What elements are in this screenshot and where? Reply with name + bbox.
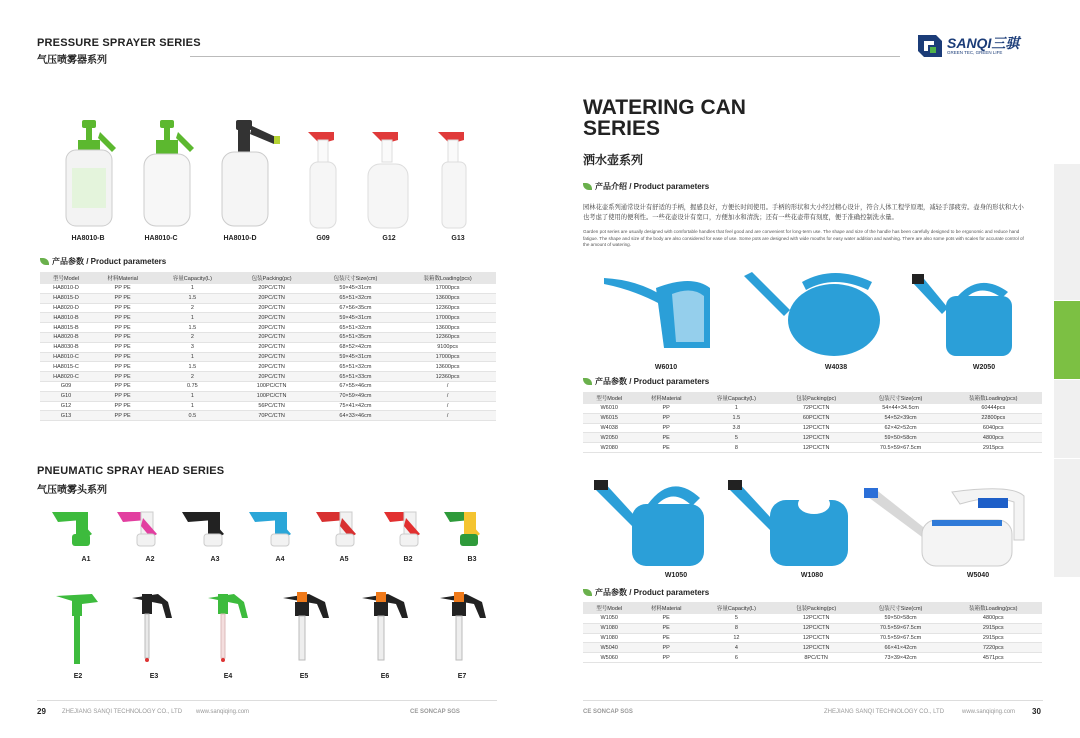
side-tab-6[interactable]	[1054, 521, 1080, 578]
table-cell: 67×55×46cm	[312, 381, 400, 391]
footer-website: www.sanqiqing.com	[962, 709, 1016, 715]
table-cell: /	[399, 381, 496, 391]
table-cell: 6040pcs	[945, 423, 1042, 433]
spray-head-label: B3	[467, 556, 477, 563]
left-params-heading: 产品参数 / Product parameters	[40, 256, 166, 267]
watering-can-w1080	[726, 474, 856, 575]
table-cell: 0.5	[153, 411, 231, 421]
table-cell: G09	[40, 381, 92, 391]
leaf-icon	[583, 378, 592, 385]
table-cell: 1	[153, 352, 231, 362]
side-tab-4[interactable]	[1054, 380, 1080, 459]
table-cell: 3	[153, 342, 231, 352]
col-header: 包装Packing(pc)	[776, 602, 857, 614]
table-cell: W2080	[583, 443, 635, 453]
col-header: 包装Packing(pc)	[776, 392, 857, 404]
table-cell: PP	[635, 423, 697, 433]
page-number-right: 30	[1032, 707, 1041, 716]
table-cell: G10	[40, 391, 92, 401]
watering-can-w6010	[600, 268, 720, 365]
table-cell: 20PC/CTN	[232, 313, 312, 323]
footer-divider	[583, 700, 1043, 701]
table-cell: PP PE	[92, 303, 153, 313]
intro-text-cn: 园林花壶系列通常设计有舒适的手柄，握感良好，方便长时间使用。手柄的形状和大小经过精心设计，符合人体工程学原理，减轻手部疲劳。壶身的形状和大小也考虑了使用的便利性。一些花壶设计有宽口，方便加水和清洗；还有一些花壶带有刻度，便于准确控制洗水量。	[583, 204, 1024, 221]
table-cell: 12PC/CTN	[776, 614, 857, 623]
col-header: 材料Material	[635, 602, 697, 614]
table-cell: PP	[635, 643, 697, 653]
table-cell: 1	[153, 313, 231, 323]
can-label: W1050	[664, 572, 688, 579]
footer-divider	[37, 700, 497, 701]
table-row	[583, 623, 1042, 633]
table-cell: PP PE	[92, 313, 153, 323]
col-header: 型号Model	[583, 392, 635, 404]
col-header: 装箱数Loading(pcs)	[399, 272, 496, 284]
footer-certs: CE SONCAP SGS	[410, 709, 460, 715]
spray-head-label: E2	[73, 673, 83, 680]
table-cell: 3.8	[697, 423, 776, 433]
table-cell: PP	[635, 404, 697, 413]
table-cell: PP PE	[92, 352, 153, 362]
watering-can-w2050	[910, 268, 1020, 365]
table-cell: 75×41×42cm	[312, 401, 400, 411]
spray-head-e2	[52, 588, 102, 673]
table-row	[40, 303, 496, 313]
col-header: 装箱数Loading(pcs)	[945, 602, 1042, 614]
spray-head-label: B2	[403, 556, 413, 563]
watering-title-line2: SERIES	[583, 117, 661, 140]
col-header: 型号Model	[583, 602, 635, 614]
table-row	[583, 633, 1042, 643]
product-image-g12	[364, 130, 414, 235]
table-cell: PP PE	[92, 293, 153, 303]
table-cell: 12360pcs	[399, 372, 496, 382]
spray-head-label: E7	[457, 673, 467, 680]
spray-head-a1	[48, 506, 104, 555]
col-header: 包装Packing(pc)	[232, 272, 312, 284]
col-header: 装箱数Loading(pcs)	[945, 392, 1042, 404]
ce-mark-icon: CE	[583, 709, 594, 715]
pressure-series-title: PRESSURE SPRAYER SERIES	[37, 37, 201, 49]
table-cell: W1080	[583, 633, 635, 643]
spray-head-label: E3	[149, 673, 159, 680]
table-row	[40, 293, 496, 303]
side-tab-3-active[interactable]	[1054, 301, 1080, 380]
table-cell: HA8020-B	[40, 332, 92, 342]
brand-name: SANQI	[947, 35, 992, 51]
watering-can-w1050	[592, 474, 712, 575]
product-label: G09	[316, 235, 330, 242]
spray-head-a3	[178, 506, 238, 555]
spray-head-label: A3	[210, 556, 220, 563]
table-cell: W4038	[583, 423, 635, 433]
table-cell: 1.5	[153, 362, 231, 372]
col-header: 容量Capacity(L)	[697, 602, 776, 614]
table-row	[583, 653, 1042, 663]
table-cell: 65×51×32cm	[312, 323, 400, 333]
table-cell: PP PE	[92, 332, 153, 342]
watering-can-w5040	[862, 484, 1032, 575]
table-row	[583, 643, 1042, 653]
can-label: W5040	[966, 572, 990, 579]
table-cell: PP PE	[92, 284, 153, 293]
table-cell: PE	[635, 433, 697, 443]
table-cell: 70.5×59×67.5cm	[857, 633, 945, 643]
col-header: 包装尺寸Size(cm)	[312, 272, 400, 284]
table-cell: 12PC/CTN	[776, 433, 857, 443]
table-cell: 4800pcs	[945, 614, 1042, 623]
spray-head-e7	[436, 588, 492, 673]
table-cell: 1	[153, 391, 231, 401]
leaf-icon	[583, 183, 592, 190]
side-tab-2[interactable]	[1054, 222, 1080, 301]
footer-website: www.sanqiqing.com	[196, 709, 250, 715]
table-cell: 70.5×59×67.5cm	[857, 443, 945, 453]
table-cell: PE	[635, 614, 697, 623]
spray-head-a4	[245, 506, 305, 555]
table-cell: G13	[40, 411, 92, 421]
table-cell: PP PE	[92, 381, 153, 391]
table-cell: 2915pcs	[945, 443, 1042, 453]
table-cell: W2050	[583, 433, 635, 443]
product-image-ha8010-d	[212, 118, 282, 235]
table-cell: 2915pcs	[945, 623, 1042, 633]
table-cell: PP PE	[92, 411, 153, 421]
watering-can-w4038	[742, 268, 892, 365]
table-row	[583, 423, 1042, 433]
table-cell: 59×45×31cm	[312, 284, 400, 293]
table-cell: 65×51×35cm	[312, 332, 400, 342]
table-cell: 54×52×39cm	[857, 413, 945, 423]
table-cell: 13600pcs	[399, 362, 496, 372]
col-header: 容量Capacity(L)	[697, 392, 776, 404]
table-header-row	[583, 392, 1042, 404]
table-cell: 20PC/CTN	[232, 342, 312, 352]
product-image-ha8010-c	[138, 118, 198, 235]
brand-tagline: GREEN TEC, GREEN LIFE	[947, 50, 1003, 55]
table-cell: W5040	[583, 643, 635, 653]
table-cell: PP	[635, 413, 697, 423]
table-cell: 5	[697, 614, 776, 623]
pressure-spec-table	[40, 272, 496, 421]
params-heading-1: 产品参数 / Product parameters	[583, 376, 709, 387]
table-cell: W1080	[583, 623, 635, 633]
spray-head-a2	[113, 506, 169, 555]
table-cell: 20PC/CTN	[232, 372, 312, 382]
intro-heading: 产品介绍 / Product parameters	[583, 181, 709, 192]
leaf-icon	[583, 589, 592, 596]
spray-head-label: E4	[223, 673, 233, 680]
table-cell: 17000pcs	[399, 352, 496, 362]
col-header: 型号Model	[40, 272, 92, 284]
col-header: 包装尺寸Size(cm)	[857, 602, 945, 614]
table-cell: G12	[40, 401, 92, 411]
col-header: 材料Material	[635, 392, 697, 404]
table-header-row	[40, 272, 496, 284]
table-row	[40, 381, 496, 391]
table-cell: 1.5	[153, 293, 231, 303]
params-heading-2: 产品参数 / Product parameters	[583, 587, 709, 598]
table-cell: 12360pcs	[399, 303, 496, 313]
watering-spec-table-1	[583, 392, 1042, 453]
table-cell: HA8020-D	[40, 303, 92, 313]
table-cell: 9100pcs	[399, 342, 496, 352]
table-row	[40, 332, 496, 342]
table-cell: 12PC/CTN	[776, 633, 857, 643]
table-row	[583, 413, 1042, 423]
product-image-g09	[300, 130, 344, 235]
col-header: 容量Capacity(L)	[153, 272, 231, 284]
table-cell: 6	[697, 653, 776, 663]
table-cell: W5060	[583, 653, 635, 663]
table-cell: PE	[635, 633, 697, 643]
product-label: G13	[451, 235, 465, 242]
spray-head-e4	[204, 588, 254, 673]
table-cell: 20PC/CTN	[232, 293, 312, 303]
table-row	[583, 433, 1042, 443]
table-cell: 1.5	[697, 413, 776, 423]
footer-certs: CE SONCAP SGS	[583, 709, 633, 715]
table-cell: 20PC/CTN	[232, 352, 312, 362]
table-cell: 12PC/CTN	[776, 423, 857, 433]
table-cell: 65×51×33cm	[312, 372, 400, 382]
header-divider	[190, 56, 900, 57]
can-label: W2050	[972, 364, 996, 371]
table-cell: 20PC/CTN	[232, 362, 312, 372]
table-cell: W6015	[583, 413, 635, 423]
can-label: W6010	[654, 364, 678, 371]
table-row	[583, 404, 1042, 413]
table-cell: 1	[153, 401, 231, 411]
table-cell: 4800pcs	[945, 433, 1042, 443]
table-cell: PP PE	[92, 362, 153, 372]
table-cell: W1050	[583, 614, 635, 623]
leaf-icon	[40, 258, 49, 265]
table-row	[40, 342, 496, 352]
table-cell: 13600pcs	[399, 323, 496, 333]
table-cell: 72PC/CTN	[776, 404, 857, 413]
table-cell: HA8015-C	[40, 362, 92, 372]
spray-head-b3	[440, 506, 490, 555]
spray-head-label: A2	[145, 556, 155, 563]
table-row	[40, 323, 496, 333]
table-cell: HA8015-B	[40, 323, 92, 333]
can-label: W1080	[800, 572, 824, 579]
table-row	[40, 401, 496, 411]
product-image-ha8010-b	[60, 118, 120, 235]
table-row	[40, 352, 496, 362]
table-cell: 60444pcs	[945, 404, 1042, 413]
watering-spec-table-2	[583, 602, 1042, 663]
product-label: HA8010-D	[223, 235, 257, 242]
table-cell: 60PC/CTN	[776, 413, 857, 423]
table-cell: 100PC/CTN	[232, 391, 312, 401]
table-cell: 2915pcs	[945, 633, 1042, 643]
table-cell: /	[399, 411, 496, 421]
table-cell: 12PC/CTN	[776, 643, 857, 653]
watering-title-cn: 洒水壶系列	[583, 153, 644, 167]
product-label: G12	[382, 235, 396, 242]
table-cell: 70×59×49cm	[312, 391, 400, 401]
table-cell: 66×41×42cm	[857, 643, 945, 653]
table-cell: HA8015-D	[40, 293, 92, 303]
table-row	[40, 313, 496, 323]
intro-text-en: Garden pot series are usually designed with comfortable handles that feel good and are convenient for long-term use. The shape and size of the handle has been carefully designed to be ergonomic and reduce hand fatigue. The shape and size of the body are also considered for ease of use. Some pots are designed with wide mouths for easy water addition and washing. There are also some pots with scales for accurate control of the amount of watering.	[583, 229, 1024, 248]
table-cell: 100PC/CTN	[232, 381, 312, 391]
col-header: 包装尺寸Size(cm)	[857, 392, 945, 404]
spray-head-label: E5	[299, 673, 309, 680]
table-cell: 73×39×42cm	[857, 653, 945, 663]
table-cell: 12PC/CTN	[776, 623, 857, 633]
table-cell: 59×45×31cm	[312, 352, 400, 362]
ce-mark-icon: CE	[410, 709, 421, 715]
table-cell: HA8020-C	[40, 372, 92, 382]
table-cell: 5	[697, 433, 776, 443]
table-cell: W6010	[583, 404, 635, 413]
table-row	[40, 372, 496, 382]
spray-head-label: A1	[81, 556, 91, 563]
table-cell: 17000pcs	[399, 284, 496, 293]
table-cell: PE	[635, 443, 697, 453]
table-cell: 2	[153, 332, 231, 342]
table-cell: 67×56×35cm	[312, 303, 400, 313]
product-image-g13	[432, 130, 476, 235]
table-row	[583, 614, 1042, 623]
table-row	[583, 443, 1042, 453]
table-cell: PP PE	[92, 342, 153, 352]
table-cell: 4	[697, 643, 776, 653]
spray-head-label: A4	[275, 556, 285, 563]
pneumatic-series-title: PNEUMATIC SPRAY HEAD SERIES	[37, 465, 225, 477]
pressure-series-title-cn: 气压喷雾器系列	[37, 55, 107, 66]
col-header: 材料Material	[92, 272, 153, 284]
table-cell: 8	[697, 443, 776, 453]
pneumatic-series-title-cn: 气压喷雾头系列	[37, 485, 107, 496]
table-cell: HA8010-D	[40, 284, 92, 293]
table-cell: 65×51×32cm	[312, 293, 400, 303]
table-cell: PP	[635, 653, 697, 663]
footer-company: ZHEJIANG SANQI TECHNOLOGY CO., LTD	[824, 709, 945, 715]
table-cell: 8	[697, 623, 776, 633]
table-cell: 56PC/CTN	[232, 401, 312, 411]
spray-head-e5	[279, 588, 335, 673]
table-cell: 20PC/CTN	[232, 332, 312, 342]
table-cell: 1.5	[153, 323, 231, 333]
table-cell: 4571pcs	[945, 653, 1042, 663]
table-cell: 13600pcs	[399, 293, 496, 303]
table-cell: 59×50×58cm	[857, 614, 945, 623]
table-row	[40, 362, 496, 372]
table-cell: 7220pcs	[945, 643, 1042, 653]
table-cell: 70.5×59×67.5cm	[857, 623, 945, 633]
table-cell: 2	[153, 303, 231, 313]
table-header-row	[583, 602, 1042, 614]
table-cell: 59×50×58cm	[857, 433, 945, 443]
table-cell: 65×51×32cm	[312, 362, 400, 372]
table-cell: 2	[153, 372, 231, 382]
footer-company: ZHEJIANG SANQI TECHNOLOGY CO., LTD	[62, 709, 183, 715]
table-cell: PP PE	[92, 391, 153, 401]
table-cell: 12360pcs	[399, 332, 496, 342]
table-cell: HA8010-C	[40, 352, 92, 362]
brand-logo	[916, 33, 1019, 59]
table-cell: 1	[153, 284, 231, 293]
table-cell: /	[399, 401, 496, 411]
table-cell: PE	[635, 623, 697, 633]
table-cell: 59×45×31cm	[312, 313, 400, 323]
page-number-left: 29	[37, 707, 46, 716]
table-row	[40, 284, 496, 293]
table-cell: 12PC/CTN	[776, 443, 857, 453]
product-label: HA8010-C	[144, 235, 178, 242]
table-cell: PP PE	[92, 401, 153, 411]
table-cell: 12	[697, 633, 776, 643]
table-cell: 17000pcs	[399, 313, 496, 323]
table-cell: HA8010-B	[40, 313, 92, 323]
table-cell: 70PC/CTN	[232, 411, 312, 421]
brand-name-cn: 三骐	[991, 35, 1020, 51]
table-cell: 20PC/CTN	[232, 323, 312, 333]
table-cell: 64×33×46cm	[312, 411, 400, 421]
table-row	[40, 411, 496, 421]
table-cell: HA8030-B	[40, 342, 92, 352]
spray-head-label: A5	[339, 556, 349, 563]
spray-head-e3	[128, 588, 178, 673]
table-cell: /	[399, 391, 496, 401]
sanqi-logo-icon	[916, 33, 944, 59]
table-cell: PP PE	[92, 372, 153, 382]
table-cell: 68×52×42cm	[312, 342, 400, 352]
table-cell: 20PC/CTN	[232, 284, 312, 293]
table-cell: 8PC/CTN	[776, 653, 857, 663]
can-label: W4038	[824, 364, 848, 371]
table-cell: 20PC/CTN	[232, 303, 312, 313]
watering-title-line1: WATERING CAN	[583, 96, 746, 119]
table-cell: 54×44×34.5cm	[857, 404, 945, 413]
table-cell: 22800pcs	[945, 413, 1042, 423]
spray-head-b2	[380, 506, 430, 555]
spray-head-a5	[312, 506, 368, 555]
table-cell: PP PE	[92, 323, 153, 333]
product-label: HA8010-B	[71, 235, 105, 242]
table-cell: 0.75	[153, 381, 231, 391]
table-row	[40, 391, 496, 401]
table-cell: 1	[697, 404, 776, 413]
spray-head-label: E6	[380, 673, 390, 680]
table-cell: 62×42×52cm	[857, 423, 945, 433]
spray-head-e6	[358, 588, 414, 673]
